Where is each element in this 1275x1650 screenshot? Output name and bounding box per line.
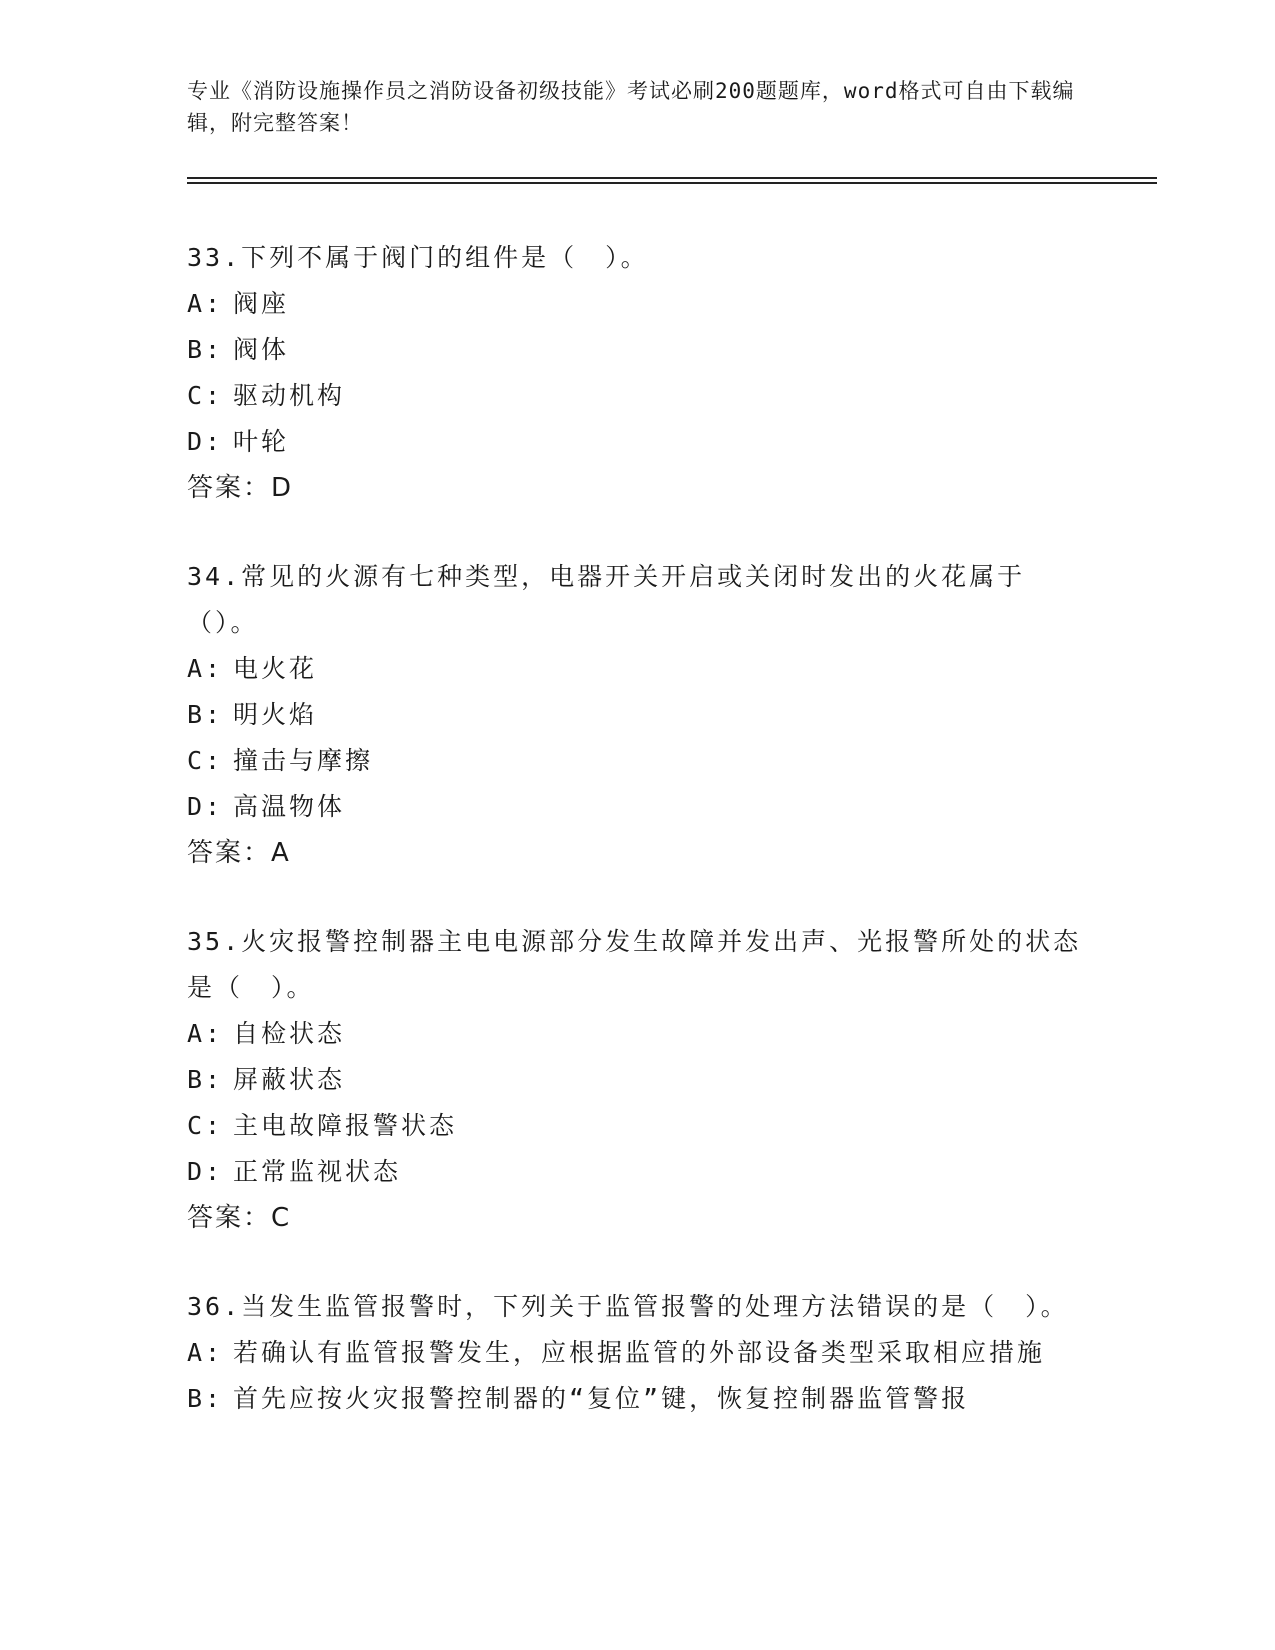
option-text: 电火花 (233, 654, 318, 683)
header-title: 专业《消防设施操作员之消防设备初级技能》考试必刷200题题库，word格式可自由下载编辑，附完整答案！ (187, 79, 1075, 135)
option-text: 阀座 (233, 289, 290, 318)
option-text: 首先应按火灾报警控制器的“复位”键，恢复控制器监管警报 (233, 1384, 970, 1413)
option-d (187, 784, 1087, 830)
option-letter: B: (187, 700, 224, 729)
option-letter: A: (187, 1019, 224, 1048)
header-divider-bottom (187, 182, 1157, 184)
question-stem: 35.火灾报警控制器主电电源部分发生故障并发出声、光报警所处的状态是（ ）。 (187, 927, 1082, 1002)
option-b (187, 1057, 1087, 1103)
question-35 (187, 919, 1087, 1241)
answer-line: 答案：D (187, 473, 294, 503)
option-a (187, 1011, 1087, 1057)
question-stem: 33.下列不属于阀门的组件是（ ）。 (187, 243, 649, 272)
option-text: 屏蔽状态 (233, 1065, 346, 1094)
option-a (187, 281, 1087, 327)
option-letter: C: (187, 1111, 224, 1140)
option-c (187, 373, 1087, 419)
answer-line: 答案：C (187, 1203, 292, 1233)
option-letter: A: (187, 1338, 224, 1367)
option-text: 明火焰 (233, 700, 318, 729)
option-c (187, 738, 1087, 784)
option-text: 驱动机构 (233, 381, 346, 410)
option-d (187, 1149, 1087, 1195)
option-a (187, 646, 1087, 692)
option-letter: A: (187, 289, 224, 318)
document-header (187, 75, 1087, 139)
option-text: 主电故障报警状态 (233, 1111, 458, 1140)
option-text: 高温物体 (233, 792, 346, 821)
question-34 (187, 554, 1087, 876)
option-letter: A: (187, 654, 224, 683)
option-b (187, 327, 1087, 373)
question-33 (187, 235, 1087, 511)
question-stem: 36.当发生监管报警时，下列关于监管报警的处理方法错误的是（ ）。 (187, 1292, 1069, 1321)
option-letter: B: (187, 335, 224, 364)
option-text: 叶轮 (233, 427, 290, 456)
answer-line: 答案：A (187, 838, 291, 868)
option-c (187, 1103, 1087, 1149)
option-text: 正常监视状态 (233, 1157, 402, 1186)
option-b (187, 1376, 1087, 1422)
question-36 (187, 1284, 1087, 1422)
question-stem: 34.常见的火源有七种类型，电器开关开启或关闭时发出的火花属于（）。 (187, 562, 1026, 637)
option-letter: C: (187, 381, 224, 410)
header-divider-top (187, 177, 1157, 179)
option-letter: B: (187, 1065, 224, 1094)
option-text: 自检状态 (233, 1019, 346, 1048)
option-letter: C: (187, 746, 224, 775)
option-letter: D: (187, 1157, 224, 1186)
option-b (187, 692, 1087, 738)
option-letter: D: (187, 792, 224, 821)
option-text: 若确认有监管报警发生，应根据监管的外部设备类型采取相应措施 (233, 1338, 1046, 1367)
option-text: 撞击与摩擦 (233, 746, 374, 775)
option-letter: D: (187, 427, 224, 456)
option-text: 阀体 (233, 335, 290, 364)
option-d (187, 419, 1087, 465)
option-letter: B: (187, 1384, 224, 1413)
option-a (187, 1330, 1087, 1376)
